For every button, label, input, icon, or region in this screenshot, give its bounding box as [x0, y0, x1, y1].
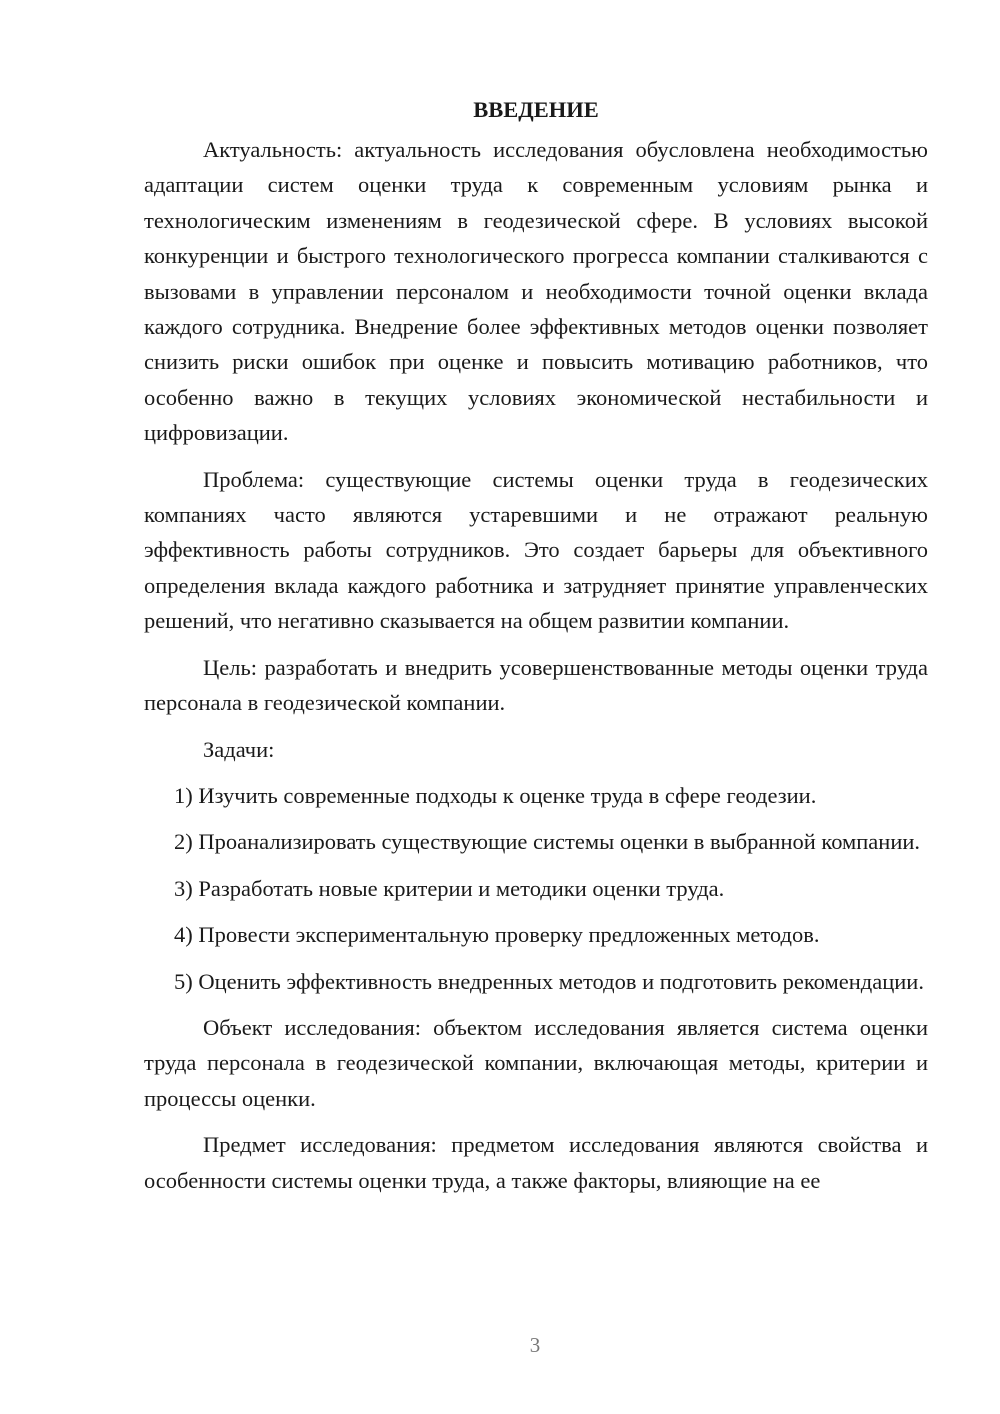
task-item-4: 4) Провести экспериментальную проверку предложенных методов. — [174, 922, 820, 948]
paragraph-relevance: Актуальность: актуальность исследования обусловлена необходимостью адаптации систем оценки труда к современным условиям рынка и технологическим изменениям в геодезической сфере. В условиях высокой конкуренции и быстрого технологического прогресса компании сталкиваются с вызовами в управлении персоналом и необходимости точной оценки вклада каждого сотрудника. Внедрение более эффективных методов оценки позволяет снизить риски ошибок при оценке и повысить мотивацию работников, что особенно важно в текущих условиях экономической нестабильности и цифровизации. — [144, 137, 928, 446]
paragraph-subject: Предмет исследования: предметом исследования являются свойства и особенности системы оценки труда, а также факторы, влияющие на ее — [144, 1132, 928, 1193]
paragraph-object: Объект исследования: объектом исследования является система оценки труда персонала в геодезической компании, включающая методы, критерии и процессы оценки. — [144, 1014, 928, 1111]
paragraph-problem: Проблема: существующие системы оценки труда в геодезических компаниях часто являются устаревшими и не отражают реальную эффективность работы сотрудников. Это создает барьеры для объективного определения вклада каждого работника и затрудняет принятие управленческих решений, что негативно сказывается на общем развитии компании. — [144, 466, 928, 634]
task-item-5: 5) Оценить эффективность внедренных методов и подготовить рекомендации. — [174, 968, 924, 994]
section-title: ВВЕДЕНИЕ — [473, 97, 599, 122]
task-item-1: 1) Изучить современные подходы к оценке труда в сфере геодезии. — [174, 782, 817, 808]
document-page — [144, 92, 928, 1209]
tasks-heading: Задачи: — [203, 736, 275, 762]
task-item-3: 3) Разработать новые критерии и методики оценки труда. — [174, 875, 725, 901]
paragraph-goal: Цель: разработать и внедрить усовершенствованные методы оценки труда персонала в геодезической компании. — [144, 654, 928, 716]
task-item-2: 2) Проанализировать существующие системы оценки в выбранной компании. — [174, 829, 921, 855]
page-number: 3 — [529, 1333, 541, 1357]
